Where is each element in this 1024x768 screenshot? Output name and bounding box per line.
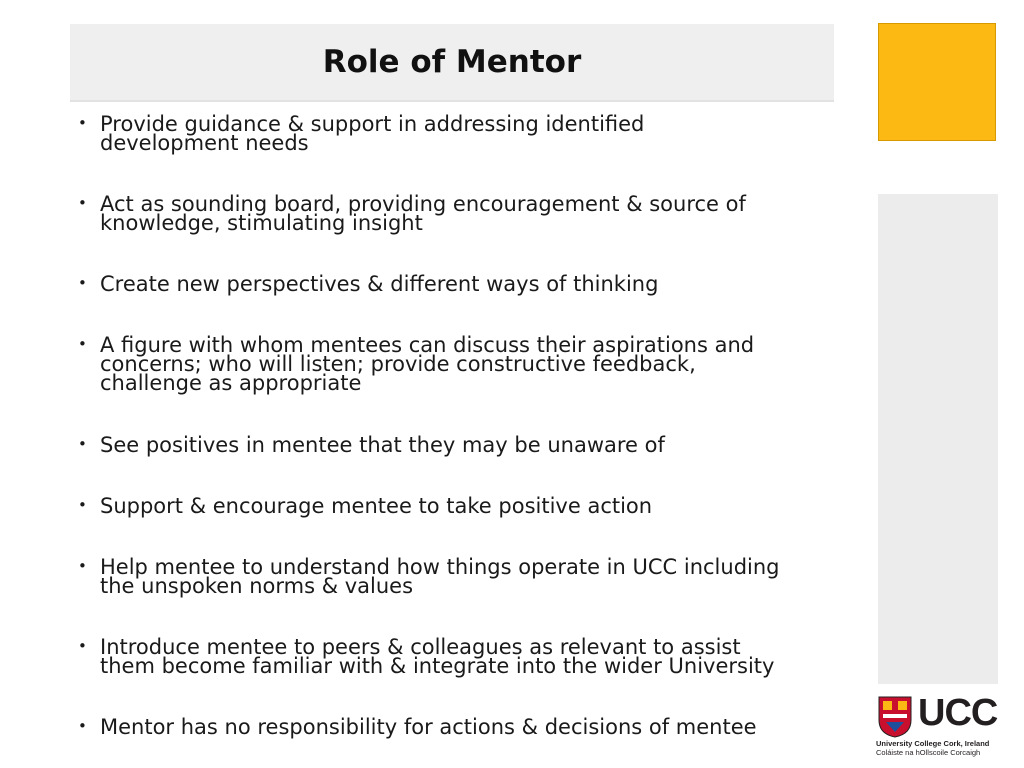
bullet-dot-icon: •: [78, 637, 87, 655]
bullet-dot-icon: •: [78, 194, 87, 212]
accent-square: [878, 23, 996, 141]
side-panel: [878, 194, 998, 684]
bullet-line: Create new perspectives & different ways of thinking: [100, 272, 659, 296]
bullet-item: [78, 555, 848, 596]
bullet-line: them become familiar with & integrate into the wider University: [100, 654, 775, 678]
bullet-line: Support & encourage mentee to take positive action: [100, 494, 653, 518]
bullet-dot-icon: •: [78, 557, 87, 575]
slide-title: Role of Mentor: [322, 44, 582, 80]
bullet-line: knowledge, stimulating insight: [100, 211, 423, 235]
bullet-text: [100, 112, 644, 153]
bullet-text: [100, 192, 746, 233]
bullet-item: [78, 433, 848, 455]
bullet-line: development needs: [100, 131, 309, 155]
bullet-line: Help mentee to understand how things operate in UCC including: [100, 555, 780, 579]
bullet-item: [78, 192, 848, 233]
bullet-text: [100, 715, 757, 737]
bullet-line: the unspoken norms & values: [100, 574, 414, 598]
ucc-logo: [876, 692, 1000, 757]
bullet-line: Provide guidance & support in addressing identified: [100, 112, 645, 136]
bullet-text: [100, 494, 652, 516]
bullet-dot-icon: •: [78, 274, 87, 292]
bullet-text: [100, 635, 774, 676]
bullet-line: Mentor has no responsibility for actions & decisions of mentee: [100, 715, 757, 739]
bullet-line: See positives in mentee that they may be unaware of: [100, 433, 665, 457]
logo-subtitle-irish: Coláiste na hOllscoile Corcaigh: [876, 748, 981, 757]
bullet-item: [78, 112, 848, 153]
bullet-item: [78, 715, 848, 737]
bullet-text: [100, 333, 754, 393]
logo-wordmark: UCC: [918, 692, 998, 734]
bullet-line: challenge as appropriate: [100, 371, 362, 395]
bullet-line: Introduce mentee to peers & colleagues as relevant to assist: [100, 635, 741, 659]
bullet-line: concerns; who will listen; provide constructive feedback,: [100, 352, 696, 376]
bullet-item: [78, 635, 848, 676]
bullet-item: [78, 333, 848, 393]
bullet-dot-icon: •: [78, 717, 87, 735]
bullet-dot-icon: •: [78, 114, 87, 132]
bullet-text: [100, 433, 665, 455]
bullet-item: [78, 494, 848, 516]
bullet-line: A figure with whom mentees can discuss their aspirations and: [100, 333, 755, 357]
bullet-text: [100, 272, 658, 294]
logo-subtitle-english: University College Cork, Ireland: [876, 739, 990, 748]
bullet-dot-icon: •: [78, 435, 87, 453]
bullet-line: Act as sounding board, providing encouragement & source of: [100, 192, 746, 216]
ucc-crest-icon: [878, 696, 912, 738]
title-bar: [70, 24, 834, 102]
bullet-text: [100, 555, 780, 596]
bullet-item: [78, 272, 848, 294]
bullet-dot-icon: •: [78, 496, 87, 514]
bullet-dot-icon: •: [78, 335, 87, 353]
